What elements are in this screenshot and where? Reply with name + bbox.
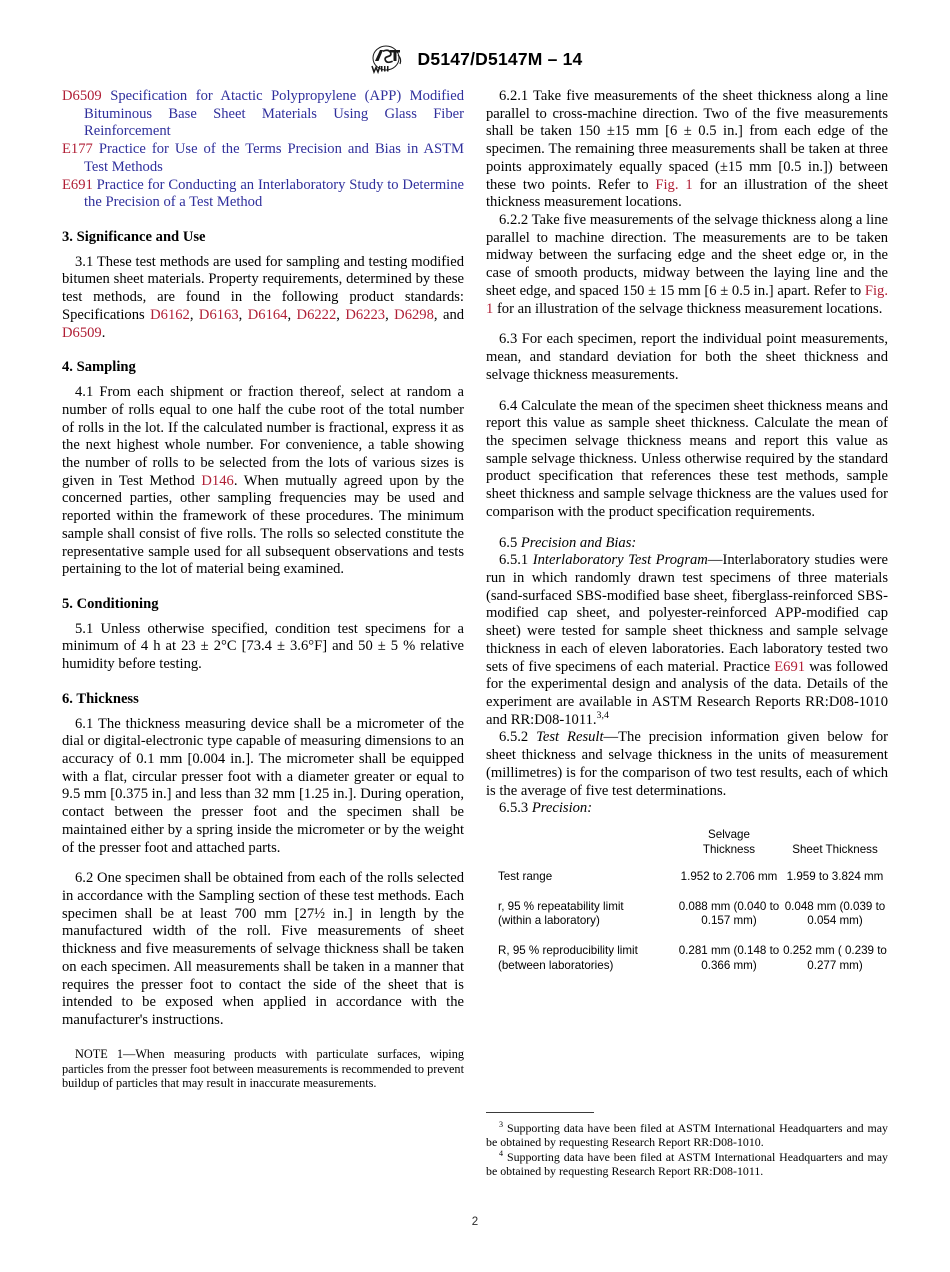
referenced-document-d6509[interactable]: [62, 88, 464, 141]
header-line-1: Sheet Thickness: [792, 842, 878, 856]
left-column: [62, 88, 464, 1091]
link-d6223[interactable]: D6223: [345, 306, 386, 323]
paragraph-6-5-2-title: Test Result: [536, 729, 604, 746]
paragraph-6-2-1: [486, 88, 888, 212]
table-row: [498, 900, 888, 944]
footnote-4: [486, 1150, 888, 1179]
paragraph-5-1: 5.1 Unless otherwise specified, condition test specimens for a minimum of 4 h at 23 ± 2°C [73.4 ± 3.6°F] and 50 ± 5 % relative humidity before testing.: [62, 620, 464, 673]
paragraph-6-5-3-number: 6.5.3: [499, 800, 532, 817]
note-1: [62, 1047, 464, 1091]
footnote-text: Supporting data have been filed at ASTM International Headquarters and may be obtained by requesting Research Report RR:D08-1011.: [486, 1149, 888, 1178]
paragraph-3-1-text: 3.1 These test methods are used for sampling and testing modified bitumen sheet materials. Property requirements, determined by these test methods, are found in the following product standards: Specifications: [62, 253, 464, 323]
section-heading-sampling: 4. Sampling: [62, 359, 136, 376]
footnotes-block: [486, 1112, 888, 1178]
paragraph-6-5-2-number: 6.5.2: [499, 729, 537, 746]
table-cell-selvage: 0.281 mm (0.148 to 0.366 mm): [678, 944, 780, 972]
document-designation: D5147/D5147M – 14: [417, 48, 583, 69]
paragraph-6-5-number: 6.5: [499, 534, 521, 551]
reference-id[interactable]: D6509: [62, 88, 102, 104]
table-cell-sheet: 0.048 mm (0.039 to 0.054 mm): [784, 899, 886, 928]
footnote-marker-3-4[interactable]: 3,4: [596, 709, 609, 721]
paragraph-6-2-1-text-a: 6.2.1 Take five measurements of the sheet thickness along a line parallel to cross-machine direction. Two of the five measurements shall be taken 150 ±15 mm [6 ± 0.5 in.] from each edge of the specimen. The remaining three measurements shall be taken at three points approximately equally spaced (±15 mm [0.5 in.]) between these two points. Refer to: [486, 88, 888, 193]
section-heading-significance-and-use: 3. Significance and Use: [62, 229, 206, 246]
paragraph-6-5-2: [486, 729, 888, 800]
body-columns: [0, 88, 950, 1203]
footnote-text: Supporting data have been filed at ASTM International Headquarters and may be obtained by requesting Research Report RR:D08-1010.: [486, 1121, 888, 1150]
paragraph-4-1-text-a: 4.1 From each shipment or fraction thereof, select at random a number of rolls equal to one half the cube root of the total number of rolls in the lot. If the calculated number is fractional, express it as the next highest whole number. For convenience, a table showing the number of rolls to be selected from the lots of various sizes is given in Test Method: [62, 384, 464, 489]
paragraph-6-5-1: [486, 552, 888, 729]
table-corner-cell: [498, 828, 676, 870]
precision-table: [498, 828, 888, 988]
paragraph-6-2-2-text-a: 6.2.2 Take five measurements of the selvage thickness along a line parallel to machine direction. The measurements are to be taken midway between the surfacing edge and the sheet edge or, in the case of smooth products, midway between the laying line and the sheet edge, and spaced 150 ± 15 mm [6 ± 0.5 in.] apart. Refer to: [486, 212, 888, 299]
reference-title[interactable]: Practice for Conducting an Interlaboratory Study to Determine the Precision of a Test Method: [84, 176, 465, 211]
paragraph-6-2-2-text-b: for an illustration of the selvage thickness measurement locations.: [493, 300, 883, 317]
section-heading-conditioning: 5. Conditioning: [62, 595, 159, 612]
paragraph-6-5-title: Precision and Bias:: [520, 534, 637, 551]
paragraph-6-5-3-title: Precision:: [531, 800, 593, 817]
table-cell-selvage: 1.952 to 2.706 mm: [680, 870, 778, 884]
footnote-number: 4: [499, 1148, 504, 1158]
note-text: —When measuring products with particulate surfaces, wiping particles from the presser foot between measurements is recommended to prevent buildup of particles that may result in inaccurate measurements.: [62, 1046, 464, 1091]
link-e691[interactable]: E691: [774, 658, 806, 675]
reference-title[interactable]: Practice for Use of the Terms Precision and Bias in ASTM Test Methods: [84, 141, 464, 175]
astm-logo: [368, 44, 408, 74]
period: .: [101, 324, 106, 341]
paragraph-4-1-text-b: . When mutually agreed upon by the concerned parties, other sampling frequencies may be used and reported within the framework of these procedures. The minimum sample shall consist of five rolls. The rolls so selected constitute the representative sample used for all subsequent observations and tests pertaining to the lot of material being examined.: [62, 472, 464, 578]
table-row-label-test-range: [498, 870, 676, 900]
footnote-divider: [486, 1112, 594, 1113]
page-number: 2: [471, 1216, 479, 1228]
paragraph-3-1: 3.1 These test methods are used for sampling and testing modified bitumen sheet materials. Property requirements, determined by these test methods, are found in the following product standards: Specifications D6162, D6163, D6164, D6222, D6223, D6298, and D6509.: [62, 253, 465, 341]
page-header: [0, 44, 950, 74]
paragraph-6-5-1-text-b: was followed for the experimental design and analysis of the data. Details of the experiment are available in ASTM Research Reports RR:D08-1010 and RR:D08-1011.: [486, 658, 888, 728]
paragraph-6-1: 6.1 The thickness measuring device shall be a micrometer of the dial or digital-electronic type capable of measuring dimensions to an accuracy of 0.1 mm [0.004 in.]. The micrometer shall be equipped with a flat, circular presser foot with a diameter greater or equal to 9.5 mm [0.375 in.] and less than 32 mm [1.25 in.]. During operation, contact between the presser foot and the specimen shall be maintained either by a spring inside the micrometer or by the weight of the presser foot and attached parts.: [62, 715, 464, 856]
table-cell-selvage: 0.088 mm (0.040 to 0.157 mm): [678, 899, 780, 928]
table-row-label-repeatability-limit: [498, 900, 676, 944]
table-cell-sheet: 1.959 to 3.824 mm: [786, 870, 884, 884]
header-line-1: Selvage: [708, 828, 750, 842]
reference-id[interactable]: E691: [62, 176, 93, 193]
footnote-3: [486, 1121, 888, 1150]
label-line-2: (within a laboratory): [498, 914, 600, 928]
note-label: NOTE 1: [75, 1046, 124, 1061]
referenced-document-e177[interactable]: [62, 141, 464, 176]
link-fig-1[interactable]: Fig. 1: [655, 176, 693, 193]
footnote-number: 3: [499, 1120, 504, 1130]
table-column-header-selvage-thickness: [676, 828, 782, 870]
link-d6164[interactable]: D6164: [247, 306, 288, 323]
paragraph-6-2-2: [486, 212, 888, 318]
section-heading-thickness: 6. Thickness: [62, 690, 139, 707]
paragraph-6-5-1-text-a: —Interlaboratory studies were run in which randomly drawn test specimens of three materials (sand-surfaced SBS-modified base sheet, fiberglass-reinforced SBS-modified cap sheet, and polyester-reinforced APP-modified cap sheet) were tested for sample sheet thickness and sample selvage thickness in each of eleven laboratories. Each laboratory tested two sets of five specimens of each material. Practice: [486, 552, 889, 675]
table-row-label-reproducibility-limit: [498, 944, 676, 988]
paragraph-6-5-1-number: 6.5.1: [499, 552, 533, 569]
paragraph-6-5-2-text: —The precision information given below for sheet thickness and selvage thickness in the units of measurement (millimetres) is for the comparison of two test results, each of which is the average of five test determinations.: [486, 729, 888, 799]
link-d6509[interactable]: D6509: [62, 324, 102, 341]
table-row: [498, 870, 888, 900]
label-line-1: r, 95 % repeatability limit: [498, 899, 624, 913]
paragraph-6-4: 6.4 Calculate the mean of the specimen sheet thickness means and report this value as sample sheet thickness. Calculate the mean of the specimen selvage thickness means and report this value as sample selvage thickness. Unless otherwise required by the standard product specification that references these test methods, sample sheet thickness and sample selvage thickness are the values used for comparison with the product specification requirements.: [486, 397, 888, 520]
paragraph-6-3: 6.3 For each specimen, report the individual point measurements, mean, and standard deviation for both the sheet thickness and selvage thickness measurements.: [486, 331, 888, 383]
paragraph-6-2: 6.2 One specimen shall be obtained from each of the rolls selected in accordance with the Sampling section of these test methods. Each specimen shall be at least 700 mm [27½ in.] in length by the manufactured width of the roll. Five measurements of sheet thickness and five measurements of selvage thickness shall be taken on each specimen. All measurements shall be taken in a manner that requires the presser foot to contact the side of the sheet that is intended to be exposed when applied in accordance with the manufacturer's instructions.: [62, 870, 464, 1029]
paragraph-6-2-1-text-b: for an illustration of the sheet thickness measurement locations.: [486, 176, 889, 211]
link-d6163[interactable]: D6163: [198, 306, 239, 323]
table-row: [498, 944, 888, 988]
reference-title[interactable]: Specification for Atactic Polypropylene (APP) Modified Bituminous Base Sheet Materials Using Glass Fiber Reinforcement: [84, 88, 464, 140]
link-fig-1[interactable]: Fig. 1: [486, 282, 888, 317]
label-line-2: (between laboratories): [498, 958, 614, 972]
header-line-2: Thickness: [702, 842, 756, 856]
paragraph-4-1: [62, 384, 464, 579]
reference-id[interactable]: E177: [62, 141, 93, 158]
label-line-1: R, 95 % reproducibility limit: [498, 944, 638, 957]
paragraph-6-5: [486, 535, 888, 553]
link-d6298[interactable]: D6298: [394, 306, 434, 323]
label-line-1: Test range: [498, 870, 553, 884]
link-d146[interactable]: D146: [201, 472, 234, 489]
conjunction: , and: [433, 306, 465, 323]
link-d6162[interactable]: D6162: [150, 306, 190, 323]
table-header-row: [498, 828, 888, 870]
table-column-header-sheet-thickness: [782, 828, 888, 870]
table-cell-sheet: 0.252 mm ( 0.239 to 0.277 mm): [783, 944, 887, 972]
paragraph-6-5-3: [486, 800, 888, 818]
referenced-document-e691[interactable]: [62, 177, 464, 212]
right-column: [486, 88, 888, 988]
link-d6222[interactable]: D6222: [296, 306, 337, 323]
paragraph-6-5-1-title: Interlaboratory Test Program: [532, 552, 708, 569]
